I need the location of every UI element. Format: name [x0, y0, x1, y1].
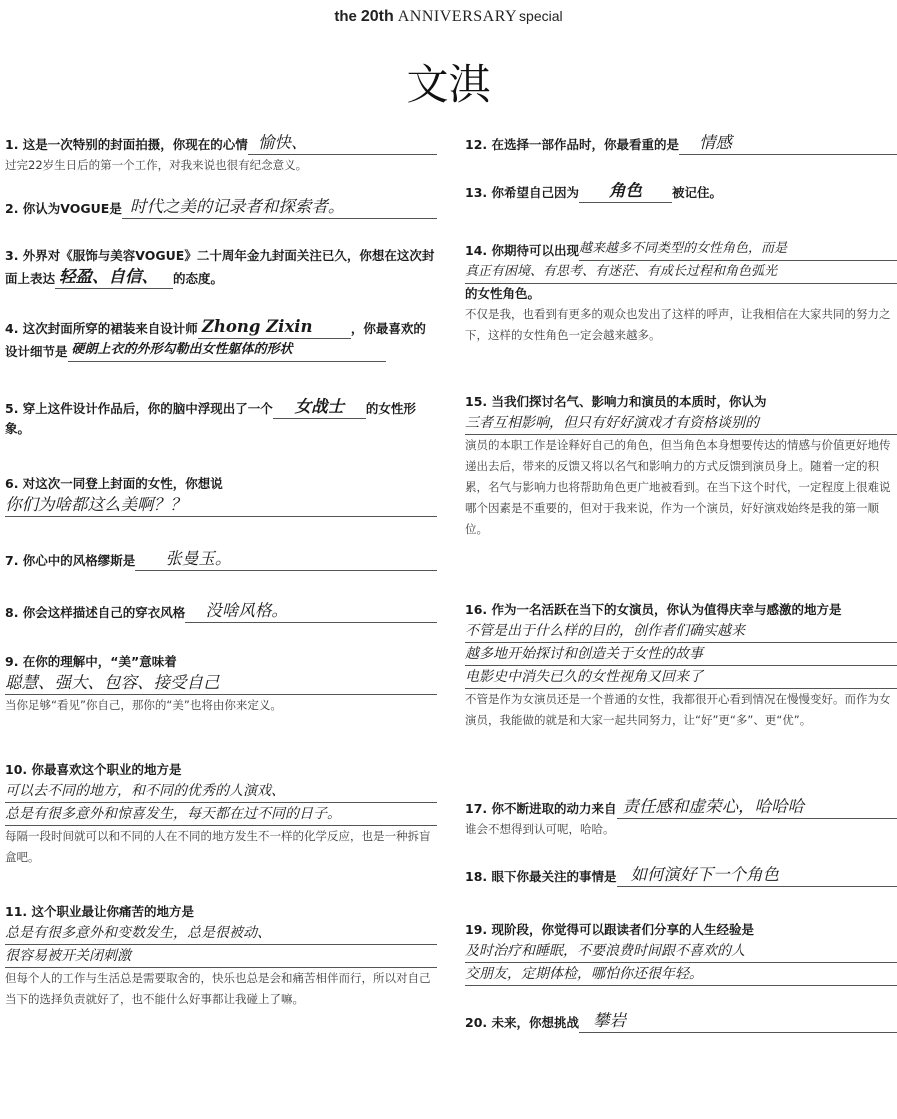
- question-15: [465, 392, 897, 600]
- answer-prose: 每隔一段时间就可以和不同的人在不同的地方发生不一样的化学反应，也是一种拆盲盒吧。: [5, 829, 431, 864]
- question-2: [5, 196, 437, 246]
- question-20: [465, 1010, 897, 1033]
- question-16: [465, 600, 897, 796]
- question-text: 10. 你最喜欢这个职业的地方是: [5, 762, 182, 777]
- handwritten-answer-2: 越多地开始探讨和创造关于女性的故事: [465, 643, 897, 666]
- handwritten-answer: 责任感和虚荣心，哈哈哈: [617, 796, 897, 819]
- question-text: 3. 外界对《服饰与美容VOGUE》二十周年金九封面关注已久，你想在这次封面上表达: [5, 248, 435, 286]
- handwritten-answer: 你们为啥都这么美啊？？: [5, 494, 437, 517]
- handwritten-answer: 没啥风格。: [185, 600, 437, 623]
- handwritten-answer: 情感: [679, 132, 897, 155]
- question-text: 5. 穿上这件设计作品后，你的脑中浮现出了一个: [5, 401, 273, 416]
- question-8: [5, 600, 437, 652]
- question-text: 7. 你心中的风格缪斯是: [5, 553, 136, 568]
- anniversary-banner: [0, 8, 897, 26]
- handwritten-answer: 角色: [579, 180, 672, 203]
- handwritten-answer: 愉快、: [248, 132, 437, 155]
- answer-prose: 过完22岁生日后的第一个工作，对我来说也很有纪念意义。: [5, 158, 308, 172]
- handwritten-answer: 总是有很多意外和变数发生，总是很被动、: [5, 922, 437, 945]
- handwritten-answer: 及时治疗和睡眠，不要浪费时间跟不喜欢的人: [465, 940, 897, 963]
- question-9: [5, 652, 437, 760]
- handwritten-answer: 聪慧、强大、包容、接受自己: [5, 672, 437, 695]
- question-text: 8. 你会这样描述自己的穿衣风格: [5, 605, 186, 620]
- handwritten-answer: 时代之美的记录者和探索者。: [122, 196, 437, 219]
- question-text: 2. 你认为VOGUE是: [5, 201, 122, 216]
- handwritten-answer-2: 真正有困境、有思考、有迷茫、有成长过程和角色弧光: [465, 261, 897, 284]
- question-text-2: 的女性角色。: [465, 286, 541, 301]
- question-text: 6. 对这次一同登上封面的女性，你想说: [5, 476, 223, 491]
- handwritten-answer: 轻盈、自信、: [55, 266, 173, 289]
- right-column: [465, 132, 897, 1033]
- question-text: 19. 现阶段，你觉得可以跟读者们分享的人生经验是: [465, 922, 754, 937]
- handwritten-answer-2: 硬朗上衣的外形勾勒出女性躯体的形状: [68, 339, 386, 362]
- handwritten-answer-2: 很容易被开关闭刺激: [5, 945, 437, 968]
- handwritten-answer: Zhong Zixin: [198, 316, 351, 339]
- answer-prose: 但每个人的工作与生活总是需要取舍的，快乐也总是会和痛苦相伴而行，所以对自己当下的选择负责就好了，也不能什么好事都让我碰上了嘛。: [5, 971, 431, 1006]
- question-13: [465, 180, 897, 238]
- question-11: [5, 902, 437, 1010]
- left-column: [5, 132, 437, 1010]
- banner-special: special: [519, 8, 563, 24]
- banner-20th: 20th: [360, 8, 394, 25]
- question-5: [5, 396, 437, 474]
- question-text: 18. 眼下你最关注的事情是: [465, 869, 617, 884]
- banner-anniversary: ANNIVERSARY: [397, 8, 518, 25]
- handwritten-answer: 女战士: [273, 396, 366, 419]
- question-3: [5, 246, 437, 316]
- question-text: 20. 未来，你想挑战: [465, 1015, 579, 1030]
- question-text: 16. 作为一名活跃在当下的女演员，你认为值得庆幸与感激的地方是: [465, 602, 842, 617]
- handwritten-answer: 如何演好下一个角色: [617, 864, 897, 887]
- question-text: 13. 你希望自己因为: [465, 185, 579, 200]
- question-12: [465, 132, 897, 180]
- handwritten-answer-3: 电影史中消失已久的女性视角又回来了: [465, 666, 897, 689]
- question-text: 12. 在选择一部作品时，你最看重的是: [465, 137, 679, 152]
- banner-the: the: [334, 8, 357, 25]
- question-text: 17. 你不断进取的动力来自: [465, 801, 617, 816]
- handwritten-answer: 张曼玉。: [135, 548, 437, 571]
- handwritten-answer-2: 交朋友，定期体检，哪怕你还很年轻。: [465, 963, 897, 986]
- question-text: 1. 这是一次特别的封面拍摄，你现在的心情: [5, 137, 248, 152]
- answer-prose: 谁会不想得到认可呢，哈哈。: [465, 822, 615, 836]
- question-text: 9. 在你的理解中，“美”意味着: [5, 654, 177, 669]
- answer-prose: 不管是作为女演员还是一个普通的女性，我都很开心看到情况在慢慢变好。而作为女演员，我能做的就是和大家一起共同努力，让“好”更“多”、更“优”。: [465, 692, 891, 727]
- handwritten-answer: 三者互相影响，但只有好好演戏才有资格谈别的: [465, 412, 897, 435]
- question-18: [465, 864, 897, 920]
- question-19: [465, 920, 897, 1010]
- question-6: [5, 474, 437, 548]
- answer-prose: 不仅是我，也看到有更多的观众也发出了这样的呼声，让我相信在大家共同的努力之下，这样的女性角色一定会越来越多。: [465, 307, 891, 342]
- question-14: [465, 238, 897, 392]
- answer-prose: 当你足够“看见”你自己，那你的“美”也将由你来定义。: [5, 698, 282, 712]
- question-suffix: 的态度。: [173, 271, 224, 286]
- page-title: 文淇: [406, 60, 491, 109]
- question-7: [5, 548, 437, 600]
- question-text-2: ，你最喜欢的设计细节是: [5, 321, 426, 359]
- question-text: 4. 这次封面所穿的裙装来自设计师: [5, 321, 198, 336]
- question-text: 11. 这个职业最让你痛苦的地方是: [5, 904, 194, 919]
- question-suffix: 被记住。: [672, 185, 723, 200]
- question-10: [5, 760, 437, 902]
- question-text: 14. 你期待可以出现: [465, 243, 579, 258]
- answer-prose: 演员的本职工作是诠释好自己的角色，但当角色本身想要传达的情感与价值更好地传递出去后，带来的反馈又将以名气和影响力的方式反馈到演员身上。随着一定的积累，名气与影响力也将帮助角色更广地被看到。在当下这个时代，一定程度上很难说哪个因素是不重要的，但对于我来说，作为一个演员，好好演戏始终是我的第一顺位。: [465, 438, 891, 536]
- handwritten-answer: 可以去不同的地方，和不同的优秀的人演戏、: [5, 780, 437, 803]
- handwritten-answer: 不管是出于什么样的目的，创作者们确实越来: [465, 620, 897, 643]
- question-4: [5, 316, 437, 396]
- question-text: 15. 当我们探讨名气、影响力和演员的本质时，你认为: [465, 394, 767, 409]
- handwritten-answer-2: 总是有很多意外和惊喜发生，每天都在过不同的日子。: [5, 803, 437, 826]
- question-suffix: 的女性形象。: [5, 401, 416, 436]
- handwritten-answer: 攀岩: [579, 1010, 897, 1033]
- question-1: [5, 132, 437, 196]
- question-17: [465, 796, 897, 864]
- handwritten-answer: 越来越多不同类型的女性角色，而是: [579, 238, 897, 261]
